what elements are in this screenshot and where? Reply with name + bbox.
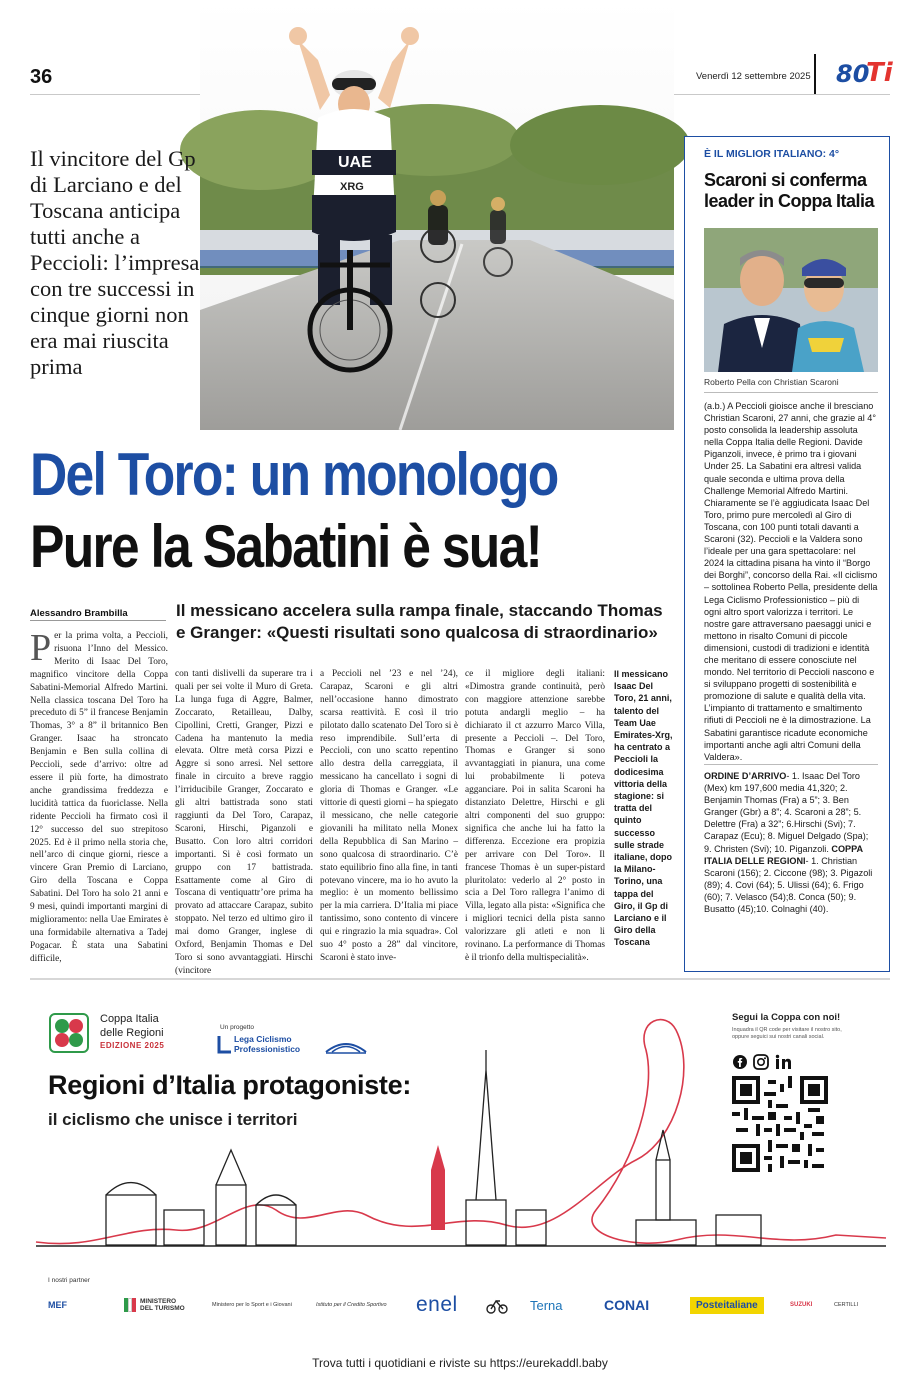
footer-note: Trova tutti i quotidiani e riviste su https://eurekaddl.baby bbox=[312, 1356, 608, 1370]
column-1-text: er la prima volta, a Peccioli, risuona l’Inno del Messico. Merito di Isaac Del Toro, magnifico vincitore della Coppa Sabatini-Memorial Alfredo Martini. Nella classica toscana Del Toro ha preceduto di 5” il francese Benjamin Thomas, 3° a 8” il britannico Ben Granger. Isaac ha stroncato Benjamin e Ben sulla collina di Peccioli, sede d’arrivo: oltre ad essere il più forte, ha dimostrato anche grandissima freddezza e lucidità tattica da fuoriclasse. Nella ridente Peccioli ha firmato così il 12° successo del suo strepitoso 2025. Ed è il primo nella storia che, nell’arco di cinque giorni, riesce a vincere Gran Premio di Larciano, Giro della Toscana e Coppa Sabatini. Del Toro ha solo 21 anni e 9 mesi, quindi importanti margini di miglioramento: nella Uae Emirates è una formidabile alternativa a Tadej Pogacar. È stata una Sabatini difficile, bbox=[30, 631, 168, 964]
logo-80: 80 bbox=[836, 60, 870, 88]
sidebar-kicker: È IL MIGLIOR ITALIANO: 4° bbox=[704, 148, 840, 160]
sidebar-rule bbox=[704, 392, 878, 393]
article-subhead: Il messicano accelera sulla rampa finale, staccando Thomas e Granger: «Questi risultati sono qualcosa di straordinario» bbox=[176, 601, 663, 642]
institution-emblem-icon bbox=[322, 1036, 370, 1056]
standings-text: - 1. Christian Scaroni (156); 2. Ciccone (98); 3. Pigazoli (89); 4. Covi (64); 5. Ulissi (64); 6. Frigo (60); 7. Velasco (54);8. Conca (50); 9. Busatto (45);10. Colnaghi (40). bbox=[704, 855, 873, 915]
facebook-icon[interactable] bbox=[733, 1055, 747, 1069]
article-kicker: Il vincitore del Gp di Larciano e del Toscana anticipa tutti anche a Peccioli: l’impresa con tre successi in cinque giorni non era mai riuscita prima bbox=[30, 146, 200, 379]
partner-logo: Istituto per il Credito Sportivo bbox=[316, 1302, 387, 1308]
ad-title: Regioni d’Italia protagoniste: bbox=[48, 1070, 412, 1100]
coppa-italia-brand bbox=[100, 1012, 164, 1040]
issue-date: Venerdì 12 settembre 2025 bbox=[696, 71, 811, 82]
article-column-1 bbox=[30, 627, 168, 970]
sidebar-title: Scaroni si conferma leader in Coppa Italia bbox=[704, 170, 875, 211]
article-column-2: con tanti dislivelli da superare tra i quali per sei volte il Muro di Greta. La lunga fuga di Aggre, Balmer, Zoccarato, Retailleau, Dalby, Cipollini, Cretti, Granger, Pizzi e Cadena ha mantenuto la media elevata. Oltre metà corsa Pizzi e Aggre si sono arresi. Nel settore finale in circuito a breve raggio l’irriducibile Granger, Zoccarato e gli altri battistrada sono stati raggiunti da Del Toro, Carapaz, Scaroni, Hirschi, Piganzoli e Busatto. Con loro altri corridori importanti. Si è così formato un gruppo con 17 battistrada. Esattamente come al Giro di Toscana di ventiquattr’ore prima ha provato ad attaccare Carapaz, subito stoppato. Nel terzo ed ultimo giro il mai domo Granger, inglese di Oxford, Benjamin Thomas e Del Toro si sono avvantaggiati. Hirschi (vincitore bbox=[175, 669, 313, 976]
results-label: ORDINE D’ARRIVO bbox=[704, 771, 787, 781]
partner-logo: CONAI bbox=[604, 1297, 650, 1313]
logo-ti: Ti bbox=[866, 58, 893, 88]
newspaper-logo bbox=[826, 58, 892, 92]
cyclist-victory-illustration bbox=[200, 0, 674, 430]
byline-rule bbox=[30, 620, 166, 621]
qr-code[interactable] bbox=[732, 1076, 828, 1172]
photo-caption: Il messicano Isaac Del Toro, 21 anni, talento del Team Uae Emirates-Xrg, ha centrato a Peccioli la dodicesima vittoria della stagione: si tratta del quinto successo sulle strade italiane, dopo la Milano-Torino, una tappa del Giro, il Gp di Larciano e il Giro della Toscana bbox=[614, 669, 673, 948]
partner-logo: enel bbox=[416, 1293, 458, 1316]
brand-line-2: delle Regioni bbox=[100, 1027, 164, 1039]
jersey-sub: XRG bbox=[340, 181, 364, 193]
headline-line2: Pure la Sabatini è sua! bbox=[30, 513, 542, 580]
sidebar-photo-caption: Roberto Pella con Christian Scaroni bbox=[704, 377, 839, 387]
social-icons bbox=[732, 1054, 812, 1070]
partner-logo: Terna bbox=[530, 1297, 563, 1313]
headline-line1: Del Toro: un monologo bbox=[30, 441, 558, 508]
cyclist-icon bbox=[486, 1296, 508, 1314]
partner-logo: CERTILLI bbox=[834, 1302, 859, 1308]
partners-label: I nostri partner bbox=[48, 1277, 90, 1284]
page-number: 36 bbox=[30, 66, 53, 88]
ad-subtitle: il ciclismo che unisce i territori bbox=[48, 1110, 298, 1129]
linkedin-icon[interactable] bbox=[776, 1055, 791, 1069]
jersey-text: UAE bbox=[338, 154, 372, 171]
instagram-icon[interactable] bbox=[754, 1055, 768, 1069]
race-results bbox=[704, 770, 878, 966]
hero-photo bbox=[200, 0, 674, 430]
lcp-line-2: Professionistico bbox=[234, 1044, 301, 1054]
section-divider bbox=[30, 978, 890, 980]
coppa-italia-logo bbox=[48, 1010, 108, 1056]
follow-us-text: Inquadra il QR code per visitare il nostro sito, oppure seguici sui nostri canali social. bbox=[732, 1027, 842, 1040]
article-column-4: ce il migliore degli italiani: «Dimostra grande continuità, però con maggiore attenzione sarebbe potuta andargli meglio – ha dichiarato il ct azzurro Marco Villa, presente a Peccioli –. Del Toro, Thomas e Granger si sono avvantaggiati in pianura, una come lui probabilmente li poteva agganciare. Poi in salita Scaroni ha distanziato Delettre, Hirschi e gli altri componenti del suo gruppo: significa che anche lui ha fatto la differenza. Eccezione era propizia per arrivare con Del Toro». Il francese Thomas è un super-pistard pluritolato: vederlo al 2° posto in scia a Del Toro rallegra l’animo di Villa, legato alla pista: «Significa che i migliori tecnici della pista sanno valorizzare gli atleti e non li rovinano. La performance di Thomas è il trionfo della multispecialità». bbox=[465, 669, 605, 963]
cdr-icon bbox=[48, 1010, 108, 1056]
brand-line-1: Coppa Italia bbox=[100, 1013, 159, 1025]
lcp-text bbox=[234, 1034, 300, 1054]
partner-logo: SUZUKI bbox=[790, 1302, 813, 1308]
sidebar-body: (a.b.) A Peccioli gioisce anche il bresciano Christian Scaroni, 27 anni, che grazie al 4° posto consolida la leadership assoluta nella Coppa Italia delle Regioni. Davide Piganzoli, invece, è primo tra i giovani Under 25. La Sabatini era altresì valida quale seconda e ultima prova della Challenge Memorial Alfredo Martini. Chiaramente se l’è aggiudicata Isaac Del Toro, primo pure mercoledì al Giro di Toscana, con 100 punti totali davanti a Scaroni (32). Peccioli e la Valdera sono l’ideale per una gara spettacolare: nel 2024 la cittadina pisana ha vinto il “Borgo dei Borghi”, concorso della Rai. «Il ciclismo – sottolinea Roberto Pella, presidente della Lega Ciclismo Professionistico – più di ogni altro sport valorizza i territori. Le nostre gare attraversano paesaggi unici e mettono in risalto Comuni di piccole dimensioni, custodi di tradizioni e identità che meritano di essere conosciute nel mondo. Nel territorio di Peccioli nascono e si sviluppano progetti di sostenibilità e promozione di salute e qualità della vita. L’impianto di trattamento e smaltimento rifiuti di Peccioli ne è la dimostrazione. La Sabatini garantisce ricadute economiche importanti anche agli altri Comuni della Valdera». bbox=[704, 401, 878, 762]
article-column-3: a Peccioli nel ’23 e nel ’24), Carapaz, Scaroni e gli altri nell’occasione hanno dimostrato scarsa reattività. E così il trio pilotato dallo scatenato Del Toro si è reso imprendibile. Sull’erta di Peccioli, con uno scatto repentino allo destra della carreggiata, il messicano ha cancellato i sogni di gloria di Thomas e Granger. «Le vittorie di questi giorni – ha spiegato il messicano, che nelle categorie giovanili ha militato nella Monex della Repubblica di San Marino – sono qualcosa di straordinario. C’è stato equilibrio fino alla fine, in tanti potevano vincere, ma io ho avuto la meglio: è un momento bellissimo per la mia carriera. D’Italia mi piace tantissimo, sono contento di vincere qui e ringrazio la mia squadra». Col suo 4° posto a 28” dal vincitore, Scaroni è stato inve- bbox=[320, 669, 458, 963]
edition-label: EDIZIONE 2025 bbox=[100, 1041, 165, 1050]
results-text: - 1. Isaac Del Toro (Mex) km 197,600 media 41,320; 2. Benjamin Thomas (Fra) a 5”; 3. Ben Granger (Gbr) a 8”; 4. Scaroni a 28”; 5. Delettre (Fra) a 32”; 6.Hirschi (Svi); 7. Carapaz (Ecu); 8. Miguel Delgado (Spa); 9. Christen (Svi); 10. Piganzoli. bbox=[704, 771, 869, 854]
partner-logo bbox=[486, 1294, 508, 1316]
partner-logo: MEF bbox=[48, 1300, 67, 1310]
partner-logo: MINISTERO DEL TURISMO bbox=[124, 1294, 186, 1316]
dropcap: P bbox=[30, 627, 52, 669]
sidebar-rule bbox=[704, 764, 878, 765]
lcp-line-1: Lega Ciclismo bbox=[234, 1034, 292, 1044]
two-men-portrait bbox=[704, 228, 878, 372]
lcp-icon bbox=[216, 1034, 234, 1056]
standings-label: COPPA ITALIA DELLE REGIONI bbox=[704, 843, 863, 866]
partner-logo: Posteitaliane bbox=[690, 1294, 764, 1316]
sidebar-photo bbox=[704, 228, 878, 372]
partner-logo: Ministero per lo Sport e i Giovani bbox=[212, 1302, 292, 1308]
promoter-label: Un progetto bbox=[220, 1024, 254, 1031]
author-byline: Alessandro Brambilla bbox=[30, 608, 128, 619]
follow-us-title: Segui la Coppa con noi! bbox=[732, 1012, 841, 1023]
